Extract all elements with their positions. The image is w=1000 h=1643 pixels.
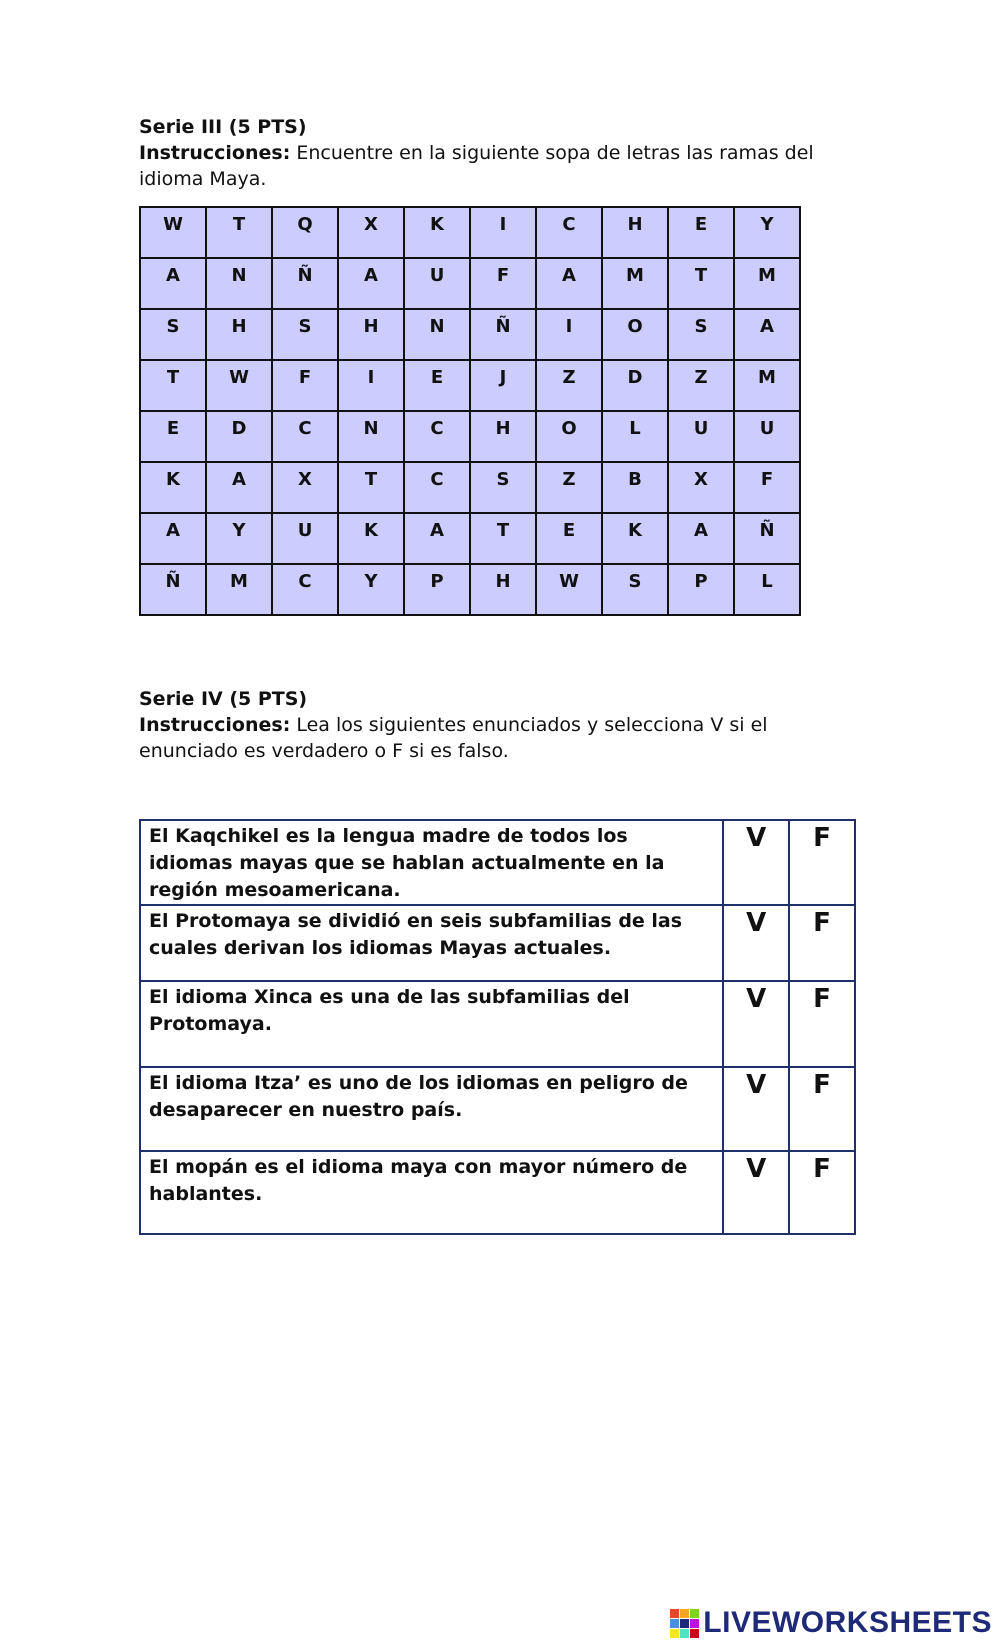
grid-letter-cell[interactable]: C [536, 207, 602, 258]
grid-row [140, 411, 800, 462]
grid-letter-cell[interactable]: Ñ [272, 258, 338, 309]
statement-row [140, 1151, 855, 1234]
grid-letter-cell[interactable]: Z [536, 360, 602, 411]
grid-letter-cell[interactable]: D [602, 360, 668, 411]
grid-letter-cell[interactable]: F [272, 360, 338, 411]
grid-letter-cell[interactable]: K [602, 513, 668, 564]
true-option-v[interactable]: V [723, 981, 789, 1067]
grid-letter-cell[interactable]: A [140, 258, 206, 309]
instructions-text: Lea los siguientes enunciados y selecciona V si el enunciado es verdadero o F si es falso. [139, 714, 768, 762]
grid-letter-cell[interactable]: W [206, 360, 272, 411]
grid-letter-cell[interactable]: I [338, 360, 404, 411]
grid-letter-cell[interactable]: E [536, 513, 602, 564]
true-option-v[interactable]: V [723, 1067, 789, 1151]
grid-letter-cell[interactable]: S [668, 309, 734, 360]
grid-letter-cell[interactable]: Z [536, 462, 602, 513]
grid-letter-cell[interactable]: U [404, 258, 470, 309]
false-option-f[interactable]: F [789, 905, 855, 981]
grid-letter-cell[interactable]: C [272, 411, 338, 462]
grid-row [140, 513, 800, 564]
grid-letter-cell[interactable]: L [734, 564, 800, 615]
grid-letter-cell[interactable]: Y [734, 207, 800, 258]
statement-text: El Protomaya se dividió en seis subfamilias de las cuales derivan los idiomas Mayas actuales. [140, 905, 723, 981]
statement-row [140, 820, 855, 905]
grid-row [140, 309, 800, 360]
grid-letter-cell[interactable]: A [206, 462, 272, 513]
grid-letter-cell[interactable]: S [140, 309, 206, 360]
grid-letter-cell[interactable]: O [602, 309, 668, 360]
grid-letter-cell[interactable]: I [470, 207, 536, 258]
grid-letter-cell[interactable]: E [404, 360, 470, 411]
grid-letter-cell[interactable]: H [470, 564, 536, 615]
brand-name: LIVEWORKSHEETS [703, 1606, 992, 1639]
grid-letter-cell[interactable]: B [602, 462, 668, 513]
grid-letter-cell[interactable]: N [338, 411, 404, 462]
grid-letter-cell[interactable]: H [338, 309, 404, 360]
grid-letter-cell[interactable]: T [206, 207, 272, 258]
grid-letter-cell[interactable]: F [734, 462, 800, 513]
grid-letter-cell[interactable]: U [272, 513, 338, 564]
grid-letter-cell[interactable]: P [404, 564, 470, 615]
liveworksheets-logo-icon [670, 1609, 699, 1638]
false-option-f[interactable]: F [789, 1151, 855, 1234]
grid-letter-cell[interactable]: E [668, 207, 734, 258]
grid-letter-cell[interactable]: S [470, 462, 536, 513]
grid-letter-cell[interactable]: T [338, 462, 404, 513]
grid-letter-cell[interactable]: C [404, 462, 470, 513]
grid-letter-cell[interactable]: S [272, 309, 338, 360]
grid-row [140, 360, 800, 411]
grid-letter-cell[interactable]: H [206, 309, 272, 360]
grid-letter-cell[interactable]: X [338, 207, 404, 258]
serie-iii-instructions [139, 140, 859, 192]
grid-letter-cell[interactable]: K [338, 513, 404, 564]
false-option-f[interactable]: F [789, 1067, 855, 1151]
liveworksheets-logo [670, 1606, 992, 1640]
grid-letter-cell[interactable]: K [140, 462, 206, 513]
grid-letter-cell[interactable]: N [206, 258, 272, 309]
serie-iv-header [139, 686, 859, 764]
grid-letter-cell[interactable]: N [404, 309, 470, 360]
serie-iii-title: Serie III (5 PTS) [139, 116, 307, 138]
statement-text: El idioma Xinca es una de las subfamilias del Protomaya. [140, 981, 723, 1067]
serie-iv-title: Serie IV (5 PTS) [139, 688, 308, 710]
grid-letter-cell[interactable]: O [536, 411, 602, 462]
grid-letter-cell[interactable]: M [206, 564, 272, 615]
false-option-f[interactable]: F [789, 981, 855, 1067]
grid-letter-cell[interactable]: D [206, 411, 272, 462]
serie-iv-instructions [139, 712, 859, 764]
grid-letter-cell[interactable]: Ñ [734, 513, 800, 564]
grid-letter-cell[interactable]: C [404, 411, 470, 462]
grid-letter-cell[interactable]: I [536, 309, 602, 360]
grid-letter-cell[interactable]: S [602, 564, 668, 615]
grid-letter-cell[interactable]: M [734, 360, 800, 411]
grid-letter-cell[interactable]: X [272, 462, 338, 513]
grid-letter-cell[interactable]: L [602, 411, 668, 462]
grid-row [140, 564, 800, 615]
grid-letter-cell[interactable]: J [470, 360, 536, 411]
grid-letter-cell[interactable]: Y [206, 513, 272, 564]
grid-row [140, 462, 800, 513]
grid-letter-cell[interactable]: Q [272, 207, 338, 258]
grid-letter-cell[interactable]: F [470, 258, 536, 309]
grid-letter-cell[interactable]: Z [668, 360, 734, 411]
instructions-label: Instrucciones: [139, 714, 291, 736]
statement-text: El idioma Itza’ es uno de los idiomas en peligro de desaparecer en nuestro país. [140, 1067, 723, 1151]
grid-letter-cell[interactable]: A [734, 309, 800, 360]
true-option-v[interactable]: V [723, 1151, 789, 1234]
grid-letter-cell[interactable]: C [272, 564, 338, 615]
grid-letter-cell[interactable]: U [734, 411, 800, 462]
true-false-table [139, 819, 856, 1235]
serie-iii-header [139, 114, 859, 192]
instructions-text: Encuentre en la siguiente sopa de letras las ramas del idioma Maya. [139, 142, 814, 190]
grid-letter-cell[interactable]: A [404, 513, 470, 564]
true-option-v[interactable]: V [723, 820, 789, 905]
grid-letter-cell[interactable]: Y [338, 564, 404, 615]
grid-letter-cell[interactable]: X [668, 462, 734, 513]
statement-row [140, 905, 855, 981]
grid-letter-cell[interactable]: A [140, 513, 206, 564]
statement-row [140, 1067, 855, 1151]
grid-letter-cell[interactable]: A [338, 258, 404, 309]
instructions-label: Instrucciones: [139, 142, 291, 164]
word-search-grid [139, 206, 801, 616]
grid-letter-cell[interactable]: A [668, 513, 734, 564]
grid-letter-cell[interactable]: U [668, 411, 734, 462]
statement-text: El mopán es el idioma maya con mayor número de hablantes. [140, 1151, 723, 1234]
true-option-v[interactable]: V [723, 905, 789, 981]
grid-row [140, 258, 800, 309]
grid-letter-cell[interactable]: T [668, 258, 734, 309]
grid-letter-cell[interactable]: T [470, 513, 536, 564]
statement-text: El Kaqchikel es la lengua madre de todos los idiomas mayas que se hablan actualmente en la región mesoamericana. [140, 820, 723, 905]
grid-letter-cell[interactable]: Ñ [470, 309, 536, 360]
grid-letter-cell[interactable]: W [536, 564, 602, 615]
grid-letter-cell[interactable]: Ñ [140, 564, 206, 615]
grid-letter-cell[interactable]: M [602, 258, 668, 309]
grid-letter-cell[interactable]: H [602, 207, 668, 258]
grid-row [140, 207, 800, 258]
grid-letter-cell[interactable]: E [140, 411, 206, 462]
grid-letter-cell[interactable]: T [140, 360, 206, 411]
grid-letter-cell[interactable]: H [470, 411, 536, 462]
grid-letter-cell[interactable]: A [536, 258, 602, 309]
grid-letter-cell[interactable]: W [140, 207, 206, 258]
grid-letter-cell[interactable]: P [668, 564, 734, 615]
statement-row [140, 981, 855, 1067]
false-option-f[interactable]: F [789, 820, 855, 905]
grid-letter-cell[interactable]: K [404, 207, 470, 258]
grid-letter-cell[interactable]: M [734, 258, 800, 309]
